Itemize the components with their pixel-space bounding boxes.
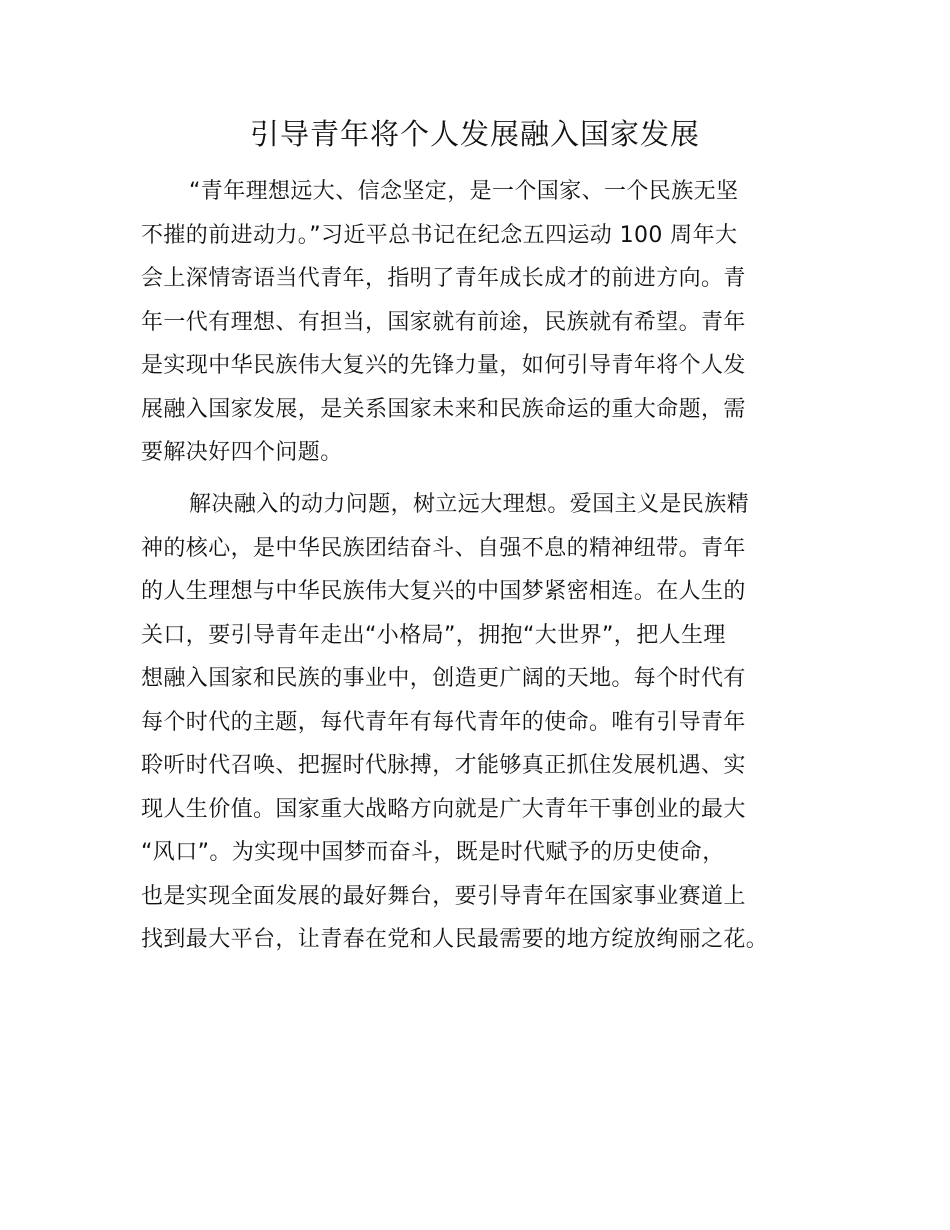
paragraph-line: 会上深情寄语当代青年，指明了青年成长成才的前进方向。青 bbox=[141, 266, 746, 291]
paragraph-line: 要解决好四个问题。 bbox=[141, 440, 343, 465]
paragraph-line: 解决融入的动力问题，树立远大理想。爱国主义是民族精 bbox=[189, 492, 750, 517]
paragraph-line: 神的核心，是中华民族团结奋斗、自强不息的精神纽带。青年 bbox=[141, 535, 746, 561]
paragraph-line: 不摧的前进动力。”习近平总书记在纪念五四运动 100 周年大 bbox=[141, 222, 738, 248]
paragraph-line: “青年理想远大、信念坚定，是一个国家、一个民族无坚 bbox=[189, 179, 739, 204]
paragraph-1 bbox=[141, 170, 821, 475]
paragraph-line: 想融入国家和民族的事业中，创造更广阔的天地。每个时代有 bbox=[141, 666, 746, 691]
paragraph-line: 现人生价值。国家重大战略方向就是广大青年干事创业的最大 bbox=[141, 796, 746, 822]
paragraph-line: 也是实现全面发展的最好舞台，要引导青年在国家事业赛道上 bbox=[141, 883, 746, 909]
paragraph-2 bbox=[141, 483, 821, 962]
paragraph-line: 年一代有理想、有担当，国家就有前途，民族就有希望。青年 bbox=[141, 309, 746, 335]
paragraph-line: 关口，要引导青年走出“小格局”，拥抱“大世界”，把人生理 bbox=[141, 622, 726, 648]
paragraph-line: 聆听时代召唤、把握时代脉搏，才能够真正抓住发展机遇、实 bbox=[141, 753, 746, 778]
paragraph-line: 的人生理想与中华民族伟大复兴的中国梦紧密相连。在人生的 bbox=[141, 579, 746, 604]
paragraph-line: 展融入国家发展，是关系国家未来和民族命运的重大命题，需 bbox=[141, 396, 746, 422]
paragraph-line: 找到最大平台，让青春在党和人民最需要的地方绽放绚丽之花。 bbox=[141, 927, 769, 952]
document-title: 引导青年将个人发展融入国家发展 bbox=[249, 117, 700, 151]
paragraph-line: 是实现中华民族伟大复兴的先锋力量，如何引导青年将个人发 bbox=[141, 353, 746, 378]
paragraph-line: “风口”。为实现中国梦而奋斗，既是时代赋予的历史使命， bbox=[141, 840, 725, 865]
paragraph-line: 每个时代的主题，每代青年有每代青年的使命。唯有引导青年 bbox=[141, 709, 746, 735]
